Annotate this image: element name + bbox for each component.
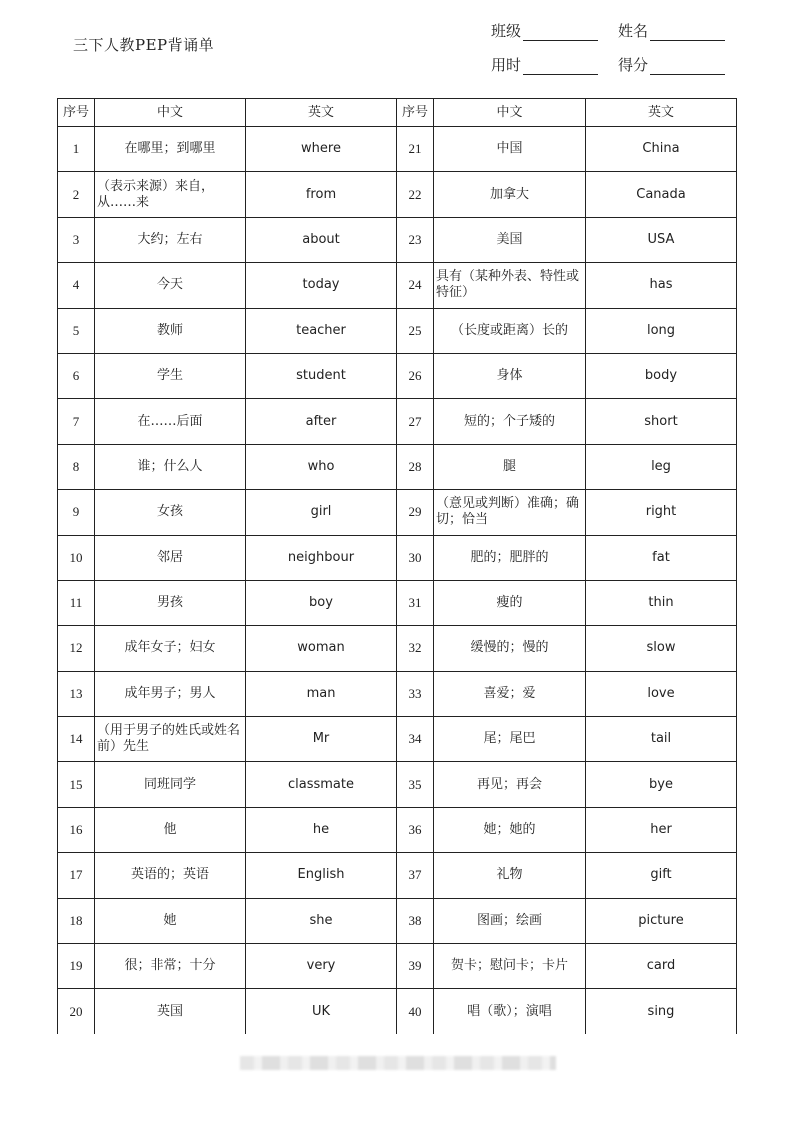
row-number: 29 [397, 490, 434, 535]
row-number: 18 [58, 898, 95, 943]
class-label: 班级 [491, 22, 522, 40]
row-number: 13 [58, 671, 95, 716]
name-blank [650, 39, 725, 41]
chinese-cell: 再见；再会 [434, 762, 586, 807]
chinese-cell: 成年女子；妇女 [95, 626, 246, 671]
row-number: 14 [58, 717, 95, 762]
row-number: 34 [397, 717, 434, 762]
table-row [58, 263, 737, 308]
row-number: 20 [58, 989, 95, 1034]
row-number: 25 [397, 308, 434, 353]
chinese-cell: 身体 [434, 353, 586, 398]
english-cell: from [246, 172, 397, 217]
chinese-cell: 美国 [434, 217, 586, 262]
chinese-cell: 学生 [95, 353, 246, 398]
english-cell: her [586, 807, 737, 852]
row-number: 16 [58, 807, 95, 852]
table-row [58, 444, 737, 489]
row-number: 2 [58, 172, 95, 217]
english-cell: neighbour [246, 535, 397, 580]
row-number: 24 [397, 263, 434, 308]
name-label: 姓名 [618, 22, 649, 40]
chinese-cell: （意见或判断）准确；确切；恰当 [434, 490, 586, 535]
header-chinese-1: 中文 [95, 99, 246, 127]
row-number: 7 [58, 399, 95, 444]
chinese-cell: 肥的；肥胖的 [434, 535, 586, 580]
score-field [618, 54, 725, 75]
chinese-cell: 图画；绘画 [434, 898, 586, 943]
row-number: 40 [397, 989, 434, 1034]
table-row [58, 626, 737, 671]
row-number: 35 [397, 762, 434, 807]
table-row [58, 308, 737, 353]
row-number: 1 [58, 127, 95, 172]
row-number: 6 [58, 353, 95, 398]
chinese-cell: 短的；个子矮的 [434, 399, 586, 444]
table-row [58, 989, 737, 1034]
table-row [58, 807, 737, 852]
row-number: 8 [58, 444, 95, 489]
row-number: 28 [397, 444, 434, 489]
table-row [58, 671, 737, 716]
header-number-1: 序号 [58, 99, 95, 127]
chinese-cell: 她 [95, 898, 246, 943]
row-number: 23 [397, 217, 434, 262]
english-cell: long [586, 308, 737, 353]
row-number: 26 [397, 353, 434, 398]
table-row [58, 535, 737, 580]
time-label: 用时 [491, 56, 522, 74]
time-blank [523, 73, 598, 75]
row-number: 11 [58, 580, 95, 625]
row-number: 3 [58, 217, 95, 262]
class-blank [523, 39, 598, 41]
chinese-cell: 女孩 [95, 490, 246, 535]
row-number: 31 [397, 580, 434, 625]
english-cell: USA [586, 217, 737, 262]
chinese-cell: 男孩 [95, 580, 246, 625]
table-row [58, 172, 737, 217]
english-cell: picture [586, 898, 737, 943]
table-row [58, 717, 737, 762]
english-cell: tail [586, 717, 737, 762]
english-cell: where [246, 127, 397, 172]
english-cell: he [246, 807, 397, 852]
table-row [58, 762, 737, 807]
chinese-cell: 邻居 [95, 535, 246, 580]
row-number: 5 [58, 308, 95, 353]
english-cell: bye [586, 762, 737, 807]
chinese-cell: （表示来源）来自，从……来 [95, 172, 246, 217]
english-cell: boy [246, 580, 397, 625]
chinese-cell: 谁；什么人 [95, 444, 246, 489]
english-cell: teacher [246, 308, 397, 353]
english-cell: English [246, 853, 397, 898]
english-cell: has [586, 263, 737, 308]
english-cell: student [246, 353, 397, 398]
chinese-cell: 今天 [95, 263, 246, 308]
chinese-cell: 在……后面 [95, 399, 246, 444]
table-row [58, 399, 737, 444]
chinese-cell: 礼物 [434, 853, 586, 898]
english-cell: body [586, 353, 737, 398]
chinese-cell: 英国 [95, 989, 246, 1034]
chinese-cell: 成年男子；男人 [95, 671, 246, 716]
english-cell: slow [586, 626, 737, 671]
english-cell: UK [246, 989, 397, 1034]
english-cell: thin [586, 580, 737, 625]
chinese-cell: 大约；左右 [95, 217, 246, 262]
row-number: 32 [397, 626, 434, 671]
english-cell: short [586, 399, 737, 444]
chinese-cell: （用于男子的姓氏或姓名前）先生 [95, 717, 246, 762]
chinese-cell: 加拿大 [434, 172, 586, 217]
english-cell: gift [586, 853, 737, 898]
chinese-cell: （长度或距离）长的 [434, 308, 586, 353]
header-english-1: 英文 [246, 99, 397, 127]
vocab-table [57, 98, 737, 1034]
table-row [58, 944, 737, 989]
page-title: 三下人教PEP背诵单 [73, 36, 215, 54]
score-label: 得分 [618, 56, 649, 74]
english-cell: card [586, 944, 737, 989]
row-number: 30 [397, 535, 434, 580]
english-cell: classmate [246, 762, 397, 807]
english-cell: Mr [246, 717, 397, 762]
row-number: 10 [58, 535, 95, 580]
english-cell: who [246, 444, 397, 489]
english-cell: Canada [586, 172, 737, 217]
row-number: 12 [58, 626, 95, 671]
chinese-cell: 缓慢的；慢的 [434, 626, 586, 671]
table-row [58, 353, 737, 398]
chinese-cell: 他 [95, 807, 246, 852]
chinese-cell: 具有（某种外表、特性或特征） [434, 263, 586, 308]
table-row [58, 853, 737, 898]
english-cell: China [586, 127, 737, 172]
chinese-cell: 中国 [434, 127, 586, 172]
chinese-cell: 同班同学 [95, 762, 246, 807]
row-number: 15 [58, 762, 95, 807]
chinese-cell: 尾；尾巴 [434, 717, 586, 762]
row-number: 27 [397, 399, 434, 444]
english-cell: very [246, 944, 397, 989]
row-number: 21 [397, 127, 434, 172]
english-cell: about [246, 217, 397, 262]
chinese-cell: 瘦的 [434, 580, 586, 625]
table-row [58, 127, 737, 172]
name-field [618, 20, 725, 41]
english-cell: right [586, 490, 737, 535]
row-number: 38 [397, 898, 434, 943]
row-number: 22 [397, 172, 434, 217]
english-cell: love [586, 671, 737, 716]
table-row [58, 898, 737, 943]
english-cell: man [246, 671, 397, 716]
blurred-watermark [240, 1056, 556, 1070]
header-number-2: 序号 [397, 99, 434, 127]
row-number: 17 [58, 853, 95, 898]
english-cell: leg [586, 444, 737, 489]
chinese-cell: 英语的；英语 [95, 853, 246, 898]
chinese-cell: 她；她的 [434, 807, 586, 852]
class-field [491, 20, 598, 41]
chinese-cell: 很；非常；十分 [95, 944, 246, 989]
chinese-cell: 教师 [95, 308, 246, 353]
table-row [58, 217, 737, 262]
chinese-cell: 在哪里；到哪里 [95, 127, 246, 172]
row-number: 19 [58, 944, 95, 989]
chinese-cell: 贺卡；慰问卡；卡片 [434, 944, 586, 989]
row-number: 36 [397, 807, 434, 852]
table-row [58, 580, 737, 625]
chinese-cell: 唱（歌）；演唱 [434, 989, 586, 1034]
row-number: 37 [397, 853, 434, 898]
chinese-cell: 腿 [434, 444, 586, 489]
header-chinese-2: 中文 [434, 99, 586, 127]
table-header-row [58, 99, 737, 127]
english-cell: girl [246, 490, 397, 535]
score-blank [650, 73, 725, 75]
row-number: 4 [58, 263, 95, 308]
english-cell: woman [246, 626, 397, 671]
english-cell: fat [586, 535, 737, 580]
english-cell: today [246, 263, 397, 308]
chinese-cell: 喜爱；爱 [434, 671, 586, 716]
row-number: 39 [397, 944, 434, 989]
english-cell: after [246, 399, 397, 444]
table-row [58, 490, 737, 535]
time-field [491, 54, 598, 75]
english-cell: sing [586, 989, 737, 1034]
row-number: 33 [397, 671, 434, 716]
header-english-2: 英文 [586, 99, 737, 127]
english-cell: she [246, 898, 397, 943]
row-number: 9 [58, 490, 95, 535]
